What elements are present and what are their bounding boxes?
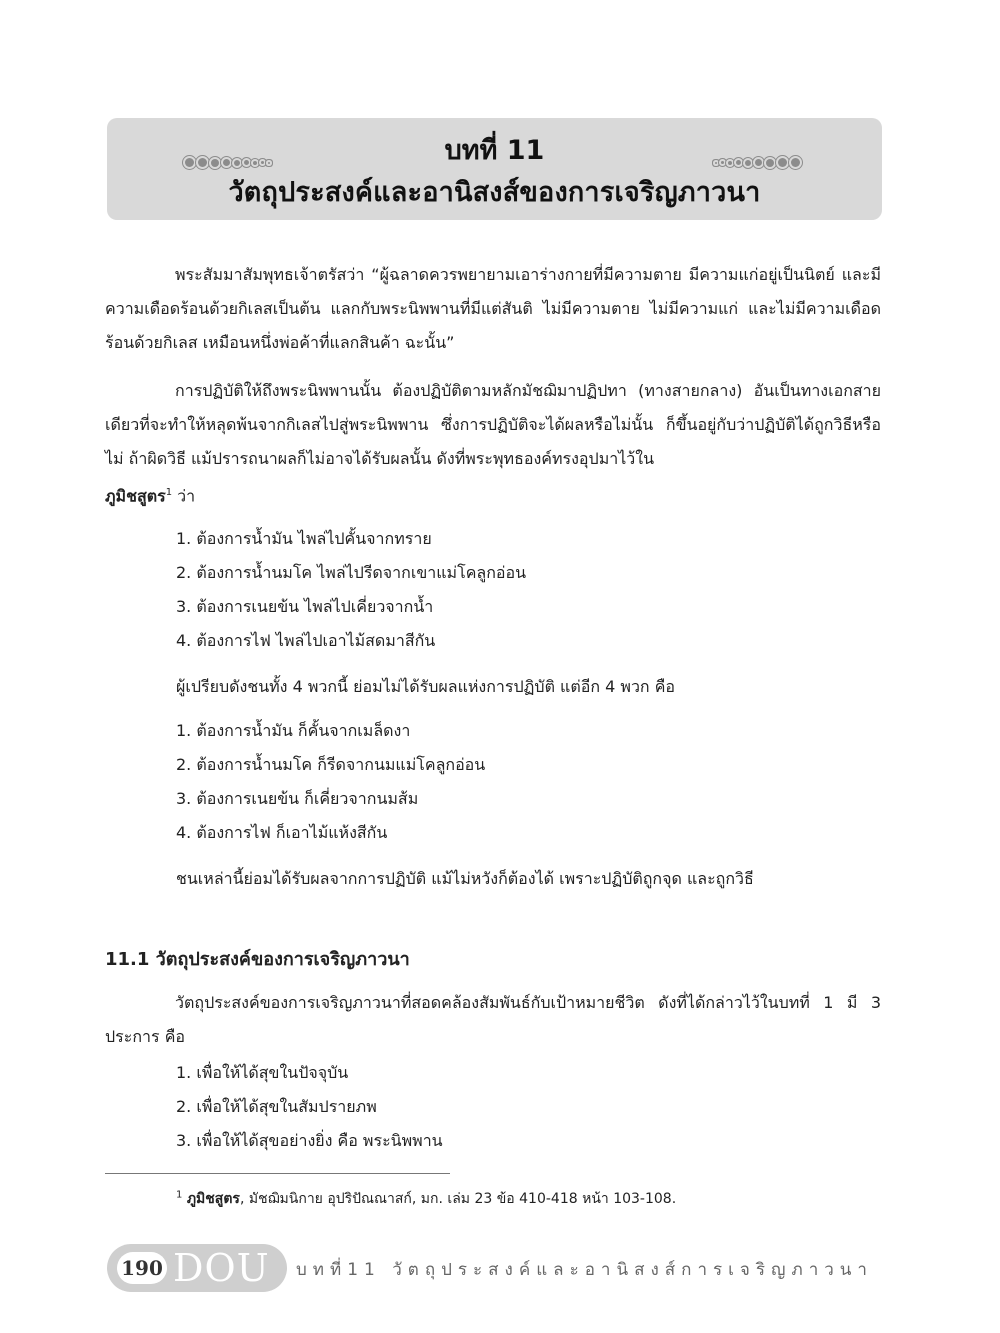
sutta-name: ภูมิชสูตร — [105, 486, 166, 506]
footer-badge — [107, 1244, 287, 1292]
page-number: 190 — [117, 1252, 167, 1284]
chapter-header — [107, 118, 882, 220]
chapter-number: บทที่ 11 — [444, 135, 545, 166]
paragraph-2-text — [105, 374, 881, 513]
list-item: 4. ต้องการไฟ ไพล่ไปเอาไม้สดมาสีกัน — [176, 631, 436, 650]
paragraph-1 — [105, 258, 881, 360]
section-heading: 11.1 วัตถุประสงค์ของการเจริญภาวนา — [105, 949, 410, 970]
chapter-title: วัตถุประสงค์และอานิสงส์ของการเจริญภาวนา — [228, 177, 761, 208]
list-item: 1. ต้องการน้ำมัน ไพล่ไปคั้นจากทราย — [176, 529, 432, 548]
list-item: 1. ต้องการน้ำมัน ก็คั้นจากเมล็ดงา — [176, 721, 411, 740]
paragraph-1-text: พระสัมมาสัมพุทธเจ้าตรัสว่า “ผู้ฉลาดควรพยายามเอาร่างกายที่มีความตาย มีความแก่อยู่เป็นนิตย์ และมีความเดือดร้อนด้วยกิเลสเป็นต้น แลกกับพระนิพพานที่มีแต่สันติ ไม่มีความตาย ไม่มีความแก่ และไม่มีความเดือดร้อนด้วยกิเลส เหมือนหนึ่งพ่อค้าที่แลกสินค้า ฉะนั้น” — [105, 265, 881, 352]
right-methods-list — [176, 714, 485, 850]
paragraph-2-end: ว่า — [172, 486, 196, 506]
footnote-ref: 1 — [165, 487, 173, 498]
paragraph-2 — [105, 374, 881, 513]
running-title: บทที่11 วัตถุประสงค์และอานิสงส์การเจริญภาวนา — [296, 1260, 873, 1280]
decorative-dots-right — [715, 158, 800, 167]
footnote-bold: ภูมิชสูตร — [186, 1191, 240, 1207]
wrong-methods-list — [176, 522, 526, 658]
list-item: 3. ต้องการเนยข้น ไพล่ไปเคี่ยวจากน้ำ — [176, 597, 434, 616]
list-item: 3. ต้องการเนยข้น ก็เคี่ยวจากนมส้ม — [176, 789, 419, 808]
list-item: 3. เพื่อให้ได้สุขอย่างยิ่ง คือ พระนิพพาน — [176, 1131, 443, 1150]
brand-logo: DOU — [173, 1246, 270, 1290]
footnote-number: 1 — [176, 1189, 183, 1201]
list-item: 2. ต้องการน้ำนมโค ไพล่ไปรีดจากเขาแม่โคลูกอ่อน — [176, 563, 527, 582]
section-paragraph — [105, 986, 881, 1054]
section-paragraph-text: วัตถุประสงค์ของการเจริญภาวนาที่สอดคล้องสัมพันธ์กับเป้าหมายชีวิต ดังที่ได้กล่าวไว้ในบทที่ 1 มี 3 ประการ คือ — [105, 993, 881, 1046]
objectives-list — [176, 1056, 443, 1158]
list-item: 2. ต้องการน้ำนมโค ก็รีดจากนมแม่โคลูกอ่อน — [176, 755, 486, 774]
transition-line: ผู้เปรียบดังชนทั้ง 4 พวกนี้ ย่อมไม่ได้รับผลแห่งการปฏิบัติ แต่อีก 4 พวก คือ — [176, 677, 676, 696]
conclusion-line: ชนเหล่านี้ย่อมได้รับผลจากการปฏิบัติ แม้ไม่หวังก็ต้องได้ เพราะปฏิบัติถูกจุด และถูกวิธี — [176, 869, 754, 888]
footnote-text: , มัชฌิมนิกาย อุปริปัณณาสก์, มก. เล่ม 23 ข้อ 410-418 หน้า 103-108. — [239, 1191, 677, 1207]
list-item: 1. เพื่อให้ได้สุขในปัจจุบัน — [176, 1063, 349, 1082]
list-item: 4. ต้องการไฟ ก็เอาไม้แห้งสีกัน — [176, 823, 388, 842]
list-item: 2. เพื่อให้ได้สุขในสัมปรายภพ — [176, 1097, 377, 1116]
footnote — [176, 1188, 676, 1210]
footnote-divider — [105, 1173, 450, 1174]
paragraph-2-main: การปฏิบัติให้ถึงพระนิพพานนั้น ต้องปฏิบัติตามหลักมัชฌิมาปฏิปทา (ทางสายกลาง) อันเป็นทางเอกสายเดียวที่จะทำให้หลุดพ้นจากกิเลสไปสู่พระนิพพาน ซึ่งการปฏิบัติจะได้ผลหรือไม่นั้น ก็ขึ้นอยู่กับว่าปฏิบัติได้ถูกวิธีหรือไม่ ถ้าผิดวิธี แม้ปรารถนาผลก็ไม่อาจได้รับผลนั้น ดังที่พระพุทธองค์ทรงอุปมาไว้ใน — [105, 381, 881, 468]
